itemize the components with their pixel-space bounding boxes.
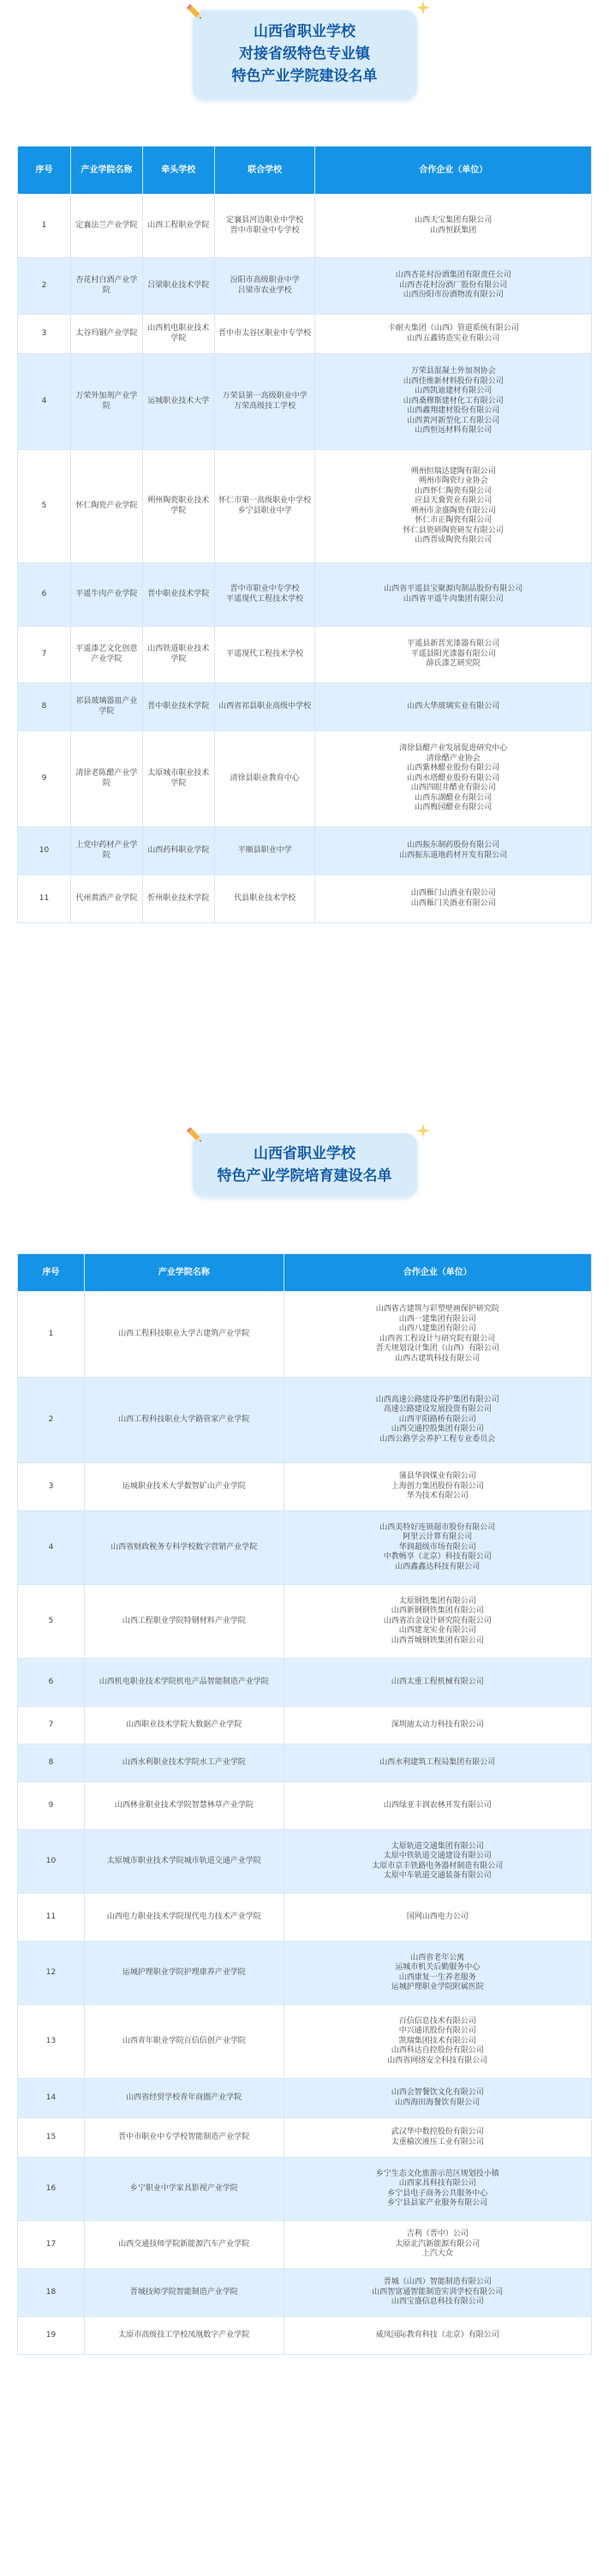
section1-title [193, 10, 417, 99]
table-row [18, 827, 592, 875]
partner-list-line: 乡宁县电子商务公共服务中心 [387, 2189, 488, 2198]
joint-school-line: 怀仁市第一高级职业中学校 [218, 496, 312, 505]
table-row [18, 354, 592, 450]
partner-list-line: 山西家具科技有限公司 [398, 2179, 476, 2188]
joint-school-line: 平顺县职业中学 [237, 845, 292, 855]
partner-list-line: 山西宝盛信息科技有限公司 [391, 2297, 484, 2307]
college-name: 山西工程科技职业大学路管家产业学院 [84, 1378, 284, 1463]
college-name: 山西林业职业技术学院智慧林草产业学院 [84, 1782, 284, 1830]
partner-list [315, 731, 592, 827]
college-name: 定襄法兰产业学院 [70, 195, 142, 258]
partner-list-line: 山西梅园醋业有限公司 [415, 803, 493, 813]
partner-list [284, 2118, 591, 2158]
table-row [18, 2118, 592, 2158]
section1-title-line-2: 对接省级特色专业镇 [239, 45, 370, 63]
row-number: 11 [18, 875, 71, 923]
partner-list-line: 晋天规划设计集团（山西）有限公司 [375, 1344, 499, 1353]
row-number: 10 [18, 827, 71, 875]
college-name: 太原城市职业技术学院城市轨道交通产业学院 [84, 1830, 284, 1894]
partner-list-line: 山西桑穆斯建材化工有限公司 [403, 396, 504, 405]
row-number: 2 [18, 258, 71, 315]
college-name: 太谷玛钢产业学院 [70, 315, 142, 354]
partner-list [284, 1942, 591, 2005]
partner-list-line: 威凤国际教育科技（北京）有限公司 [375, 2330, 499, 2339]
partner-list-line: 上海创力集团股份有限公司 [391, 1481, 484, 1491]
partner-list-line: 太原中车轨道交通装备有限公司 [383, 1871, 492, 1880]
row-number: 3 [18, 315, 71, 354]
college-name: 山西机电职业技术学院机电产品智能制造产业学院 [84, 1659, 284, 1707]
sparkle-icon [415, 0, 431, 15]
header-college: 产业学院名称 [70, 147, 142, 195]
college-name: 怀仁陶瓷产业学院 [70, 450, 142, 563]
partner-list-line: 蒲县华润煤业有限公司 [398, 1472, 476, 1481]
table-row [18, 683, 592, 731]
row-number: 8 [18, 1744, 85, 1782]
partner-list-line: 平遥县阳光漆器有限公司 [410, 649, 496, 658]
row-number: 7 [18, 1707, 85, 1744]
partner-list-line: 凯瑞集团技术有限公司 [398, 2036, 476, 2045]
table-row [18, 1659, 592, 1707]
section2-header-row [18, 1254, 592, 1292]
table-row [18, 1782, 592, 1830]
row-number: 2 [18, 1378, 85, 1463]
partner-list-line: 山西晋城钢铁集团有限公司 [391, 1636, 484, 1645]
partner-list-line: 山西怀仁陶瓷有限公司 [415, 486, 493, 495]
partner-list [284, 1744, 591, 1782]
lead-school: 运城职业技术大学 [142, 354, 214, 450]
table-row [18, 2269, 592, 2317]
table-row [18, 1585, 592, 1659]
partner-list-line: 太原轨道交通集团有限公司 [391, 1841, 484, 1851]
partner-list-line: 深圳迪太动力科技有限公司 [391, 1720, 484, 1729]
joint-school-line: 平遥现代工程技术学校 [226, 649, 304, 658]
joint-school [214, 354, 315, 450]
partner-list-line: 中兴通讯股份有限公司 [398, 2027, 476, 2036]
joint-school [214, 683, 315, 731]
partner-list-line: 太原北汽新能源有限公司 [395, 2239, 481, 2249]
lead-school: 忻州职业技术学院 [142, 875, 214, 923]
table-row [18, 195, 592, 258]
section2-table-body [18, 1292, 592, 2355]
partner-list-line: 应县天冀瓷业有限公司 [415, 496, 493, 505]
partner-list-line: 太原中铁轨道交通建设有限公司 [383, 1852, 492, 1860]
partner-list [284, 1585, 591, 1659]
partner-list-line: 山西省老年公寓 [410, 1953, 465, 1962]
joint-school-line: 山西省祁县职业高级中学校 [218, 701, 312, 711]
partner-list-line: 山西汾阳市汾酒物流有限公司 [403, 291, 504, 300]
partner-list-line: 山西省平遥县宝聚源肉制品股份有限公司 [384, 585, 523, 593]
section2-title-line-1: 山西省职业学校 [254, 1145, 355, 1162]
table-row [18, 731, 592, 827]
partner-list-line: 华为技术有限公司 [406, 1492, 469, 1501]
row-number: 4 [18, 1511, 85, 1585]
partner-list [315, 875, 592, 923]
table-row [18, 1463, 592, 1511]
partner-list-line: 清徐县醋产业发展促进研究中心 [399, 744, 508, 754]
row-number: 7 [18, 627, 71, 683]
college-name: 清徐老陈醋产业学院 [70, 731, 142, 827]
partner-list-line: 高速公路建设发展投资有限公司 [383, 1405, 492, 1414]
row-number: 18 [18, 2269, 85, 2317]
partner-list-line: 山西智富通智能制造实训学校有限公司 [372, 2287, 504, 2297]
partner-list-line: 山西雁门关酒业有限公司 [410, 898, 496, 908]
partner-list [284, 1378, 591, 1463]
table-row [18, 1292, 592, 1378]
partner-list-line: 山西雁门山酒业有限公司 [410, 889, 496, 898]
section1-title-block [0, 10, 609, 99]
partner-list-line: 山西交通控股集团有限公司 [391, 1425, 484, 1434]
partner-list-line: 中教畅享（北京）科技有限公司 [383, 1552, 492, 1562]
partner-list [284, 1830, 591, 1894]
college-name: 山西水利职业技术学院水工产业学院 [84, 1744, 284, 1782]
partner-list-line: 山西水利建筑工程局集团有限公司 [379, 1757, 496, 1767]
section1-table-body [18, 195, 592, 923]
partner-list-line: 上汽大众 [421, 2249, 453, 2259]
partner-list [315, 827, 592, 875]
row-number: 8 [18, 683, 71, 731]
partner-list [284, 1782, 591, 1830]
partner-list-line: 山西建龙实业有限公司 [398, 1626, 476, 1636]
joint-school-line: 定襄县河边职业中学校 [226, 216, 304, 225]
partner-list [315, 258, 592, 315]
partner-list-line: 山西恒跃集团 [430, 225, 477, 235]
college-name: 平遥漆艺文化创意产业学院 [70, 627, 142, 683]
partner-list-line: 山西恒远材料有限公司 [415, 426, 493, 435]
college-name: 杏花村白酒产业学院 [70, 258, 142, 315]
partner-list-line: 太原钢铁集团有限公司 [398, 1596, 476, 1606]
table-row [18, 315, 592, 354]
partner-list-line: 山西杏花村汾酒厂股份有限公司 [399, 280, 508, 290]
joint-school [214, 450, 315, 563]
table-row [18, 627, 592, 683]
partner-list [284, 1707, 591, 1744]
joint-school-line: 平遥现代工程技术学校 [226, 594, 304, 603]
partner-list-line: 山西晋成陶瓷有限公司 [415, 536, 493, 544]
header-partner: 合作企业（单位） [315, 147, 592, 195]
partner-list-line: 山西会智餐饮文化有限公司 [391, 2088, 484, 2097]
partner-list [315, 683, 592, 731]
row-number: 6 [18, 1659, 85, 1707]
joint-school [214, 627, 315, 683]
partner-list-line: 乡宁生态文化旅游示范区规划投小镇 [375, 2169, 499, 2178]
partner-list-line: 国网山西电力公司 [406, 1912, 469, 1921]
partner-list-line: 山西省冶金设计研究院有限公司 [383, 1616, 492, 1625]
partner-list [284, 1292, 591, 1378]
partner-list-line: 山西振东道地药材开发有限公司 [399, 850, 508, 860]
partner-list-line: 乡宁县县家产业服务有限公司 [387, 2199, 488, 2207]
partner-list-line: 晋城（山西）智能制造有限公司 [383, 2278, 492, 2287]
college-name: 平遥牛肉产业学院 [70, 563, 142, 627]
partner-list-line: 山西美特好连锁超市股份有限公司 [379, 1522, 496, 1532]
partner-list-line: 山西省古建筑与彩塑壁画保护研究院 [375, 1305, 499, 1313]
row-number: 5 [18, 1585, 85, 1659]
row-number: 14 [18, 2079, 85, 2118]
row-number: 12 [18, 1942, 85, 2005]
row-number: 1 [18, 1292, 85, 1378]
partner-list-line: 山西五鑫铸造实业有限公司 [407, 333, 500, 343]
joint-school [214, 195, 315, 258]
college-name: 山西省财政税务专科学校数字营销产业学院 [84, 1511, 284, 1585]
partner-list-line: 万荣县混凝土外加剂协会 [410, 367, 496, 376]
partner-list-line: 山西省平遥牛肉集团有限公司 [403, 594, 504, 603]
partner-list-line: 朔州市金盛陶瓷有限公司 [410, 506, 496, 515]
section1-table [17, 146, 592, 923]
partner-list-line: 山西凯迪建材有限公司 [415, 387, 493, 396]
college-name: 运城护理职业学院护理康养产业学院 [84, 1942, 284, 2005]
section1-header-row [18, 147, 592, 195]
row-number: 5 [18, 450, 71, 563]
partner-list [284, 1511, 591, 1585]
sparkle-icon [415, 1123, 431, 1138]
partner-list-line: 山西高速公路建设养护集团有限公司 [375, 1395, 499, 1404]
joint-school-line: 代县职业技术学校 [234, 893, 296, 903]
row-number: 4 [18, 354, 71, 450]
partner-list-line: 怀仁市正陶瓷有限公司 [415, 516, 493, 525]
joint-school-line: 晋中市太谷区职业中专学校 [218, 328, 312, 338]
college-name: 山西职业技术学院大数据产业学院 [84, 1707, 284, 1744]
table-row [18, 1830, 592, 1894]
table-row [18, 1744, 592, 1782]
joint-school [214, 731, 315, 827]
partner-list-line: 山西鑫鑫达科技有限公司 [395, 1562, 481, 1571]
row-number: 17 [18, 2221, 85, 2269]
joint-school [214, 258, 315, 315]
lead-school: 晋中职业技术学院 [142, 563, 214, 627]
table-row [18, 875, 592, 923]
partner-list-line: 山西古建筑科技有限公司 [395, 1354, 481, 1363]
table-row [18, 1894, 592, 1942]
partner-list-line: 怀仁县瓷研陶瓷研发有限公司 [403, 525, 504, 535]
row-number: 10 [18, 1830, 85, 1894]
pencil-icon [184, 1125, 205, 1145]
partner-list [284, 2158, 591, 2221]
partner-list-line: 山西鑫翔建材股份有限公司 [407, 406, 500, 416]
header-joint-school: 联合学校 [214, 147, 315, 195]
partner-list-line: 山西佳维新材料股份有限公司 [403, 376, 504, 386]
partner-list [315, 450, 592, 563]
lead-school: 晋中职业技术学院 [142, 683, 214, 731]
partner-list-line: 华润超级市场有限公司 [398, 1542, 476, 1552]
partner-list-line: 阿里云计算有限公司 [403, 1533, 473, 1542]
partner-list-line: 山西公路学会养护工程专业委员会 [379, 1434, 496, 1444]
lead-school: 太原城市职业技术学院 [142, 731, 214, 827]
college-name: 山西青年职业学院百信信创产业学院 [84, 2005, 284, 2079]
row-number: 19 [18, 2317, 85, 2355]
lead-school: 山西工程职业学院 [142, 195, 214, 258]
partner-list-line: 朔州市陶瓷行业协会 [418, 477, 488, 485]
row-number: 15 [18, 2118, 85, 2158]
joint-school [214, 563, 315, 627]
header-no: 序号 [18, 1254, 85, 1292]
section1-title-line-1: 山西省职业学校 [254, 23, 355, 40]
partner-list-line: 山西绿亚丰润农林开发有限公司 [383, 1800, 492, 1810]
partner-list-line: 清徐醋产业协会 [426, 754, 481, 763]
joint-school-line: 清徐县职业教育中心 [230, 773, 300, 783]
section1-title-line-3: 特色产业学院建设名单 [231, 68, 378, 85]
section2-table [17, 1253, 592, 2355]
college-name: 山西工程科技职业大学古建筑产业学院 [84, 1292, 284, 1378]
joint-school-line: 汾阳市高级职业中学 [230, 276, 300, 285]
partner-list [284, 1894, 591, 1942]
partner-list-line: 山西四眼井醋业有限公司 [410, 784, 496, 793]
joint-school [214, 875, 315, 923]
partner-list-line: 山西杏花村汾酒集团有限责任公司 [395, 271, 511, 280]
partner-list [315, 354, 592, 450]
lead-school: 山西机电职业技术学院 [142, 315, 214, 354]
header-partner: 合作企业（单位） [284, 1254, 591, 1292]
lead-school: 山西铁道职业技术学院 [142, 627, 214, 683]
header-no: 序号 [18, 147, 71, 195]
joint-school-line: 晋中市职业中专学校 [230, 225, 300, 235]
table-row [18, 2079, 592, 2118]
partner-list [315, 627, 592, 683]
lead-school: 朔州陶瓷职业技术学院 [142, 450, 214, 563]
row-number: 16 [18, 2158, 85, 2221]
row-number: 9 [18, 731, 71, 827]
partner-list [284, 2317, 591, 2355]
partner-list [284, 1463, 591, 1511]
partner-list-line: 山西天宝集团有限公司 [415, 216, 493, 225]
partner-list-line: 运城市机关后勤服务中心 [395, 1963, 481, 1972]
college-name: 山西工程职业学院特钢材料产业学院 [84, 1585, 284, 1659]
partner-list-line: 山西水塔醋业股份有限公司 [407, 773, 500, 783]
joint-school-line: 晋中市职业中专学校 [230, 585, 300, 593]
section2-title-block [0, 1133, 609, 1197]
section2-title-line-2: 特色产业学院培育建设名单 [217, 1168, 392, 1185]
joint-school [214, 827, 315, 875]
table-row [18, 2158, 592, 2221]
partner-list-line: 山西一建集团有限公司 [398, 1314, 476, 1324]
college-name: 太原市高级技工学校凤凰数字产业学院 [84, 2317, 284, 2355]
college-name: 山西省经贸学校青年商圈产业学院 [84, 2079, 284, 2118]
partner-list-line: 山西振东制药股份有限公司 [407, 841, 500, 850]
partner-list [284, 2269, 591, 2317]
partner-list-line: 山西新钢钢铁集团有限公司 [391, 1606, 484, 1616]
row-number: 1 [18, 195, 71, 258]
partner-list-line: 山西大华玻璃实业有限公司 [407, 701, 500, 711]
partner-list-line: 卡耐夫集团（山西）管道系统有限公司 [387, 324, 519, 333]
partner-list-line: 山西太重工程机械有限公司 [391, 1677, 484, 1686]
joint-school-line: 吕梁市农业学校 [237, 285, 292, 295]
header-lead-school: 牵头学校 [142, 147, 214, 195]
partner-list-line: 山西八建集团有限公司 [398, 1324, 476, 1333]
lead-school: 吕梁职业技术学院 [142, 258, 214, 315]
partner-list-line: 山西紫林醋业股份有限公司 [407, 764, 500, 773]
partner-list-line: 武汉华中数控股份有限公司 [391, 2128, 484, 2136]
partner-list-line: 运城护理职业学院附属医院 [391, 1983, 484, 1991]
row-number: 9 [18, 1782, 85, 1830]
table-row [18, 258, 592, 315]
table-row [18, 2317, 592, 2355]
partner-list-line: 朔州恒瑞达建陶有限公司 [410, 466, 496, 476]
partner-list [284, 1659, 591, 1707]
college-name: 晋城技师学院智能制造产业学院 [84, 2269, 284, 2317]
header-college: 产业学院名称 [84, 1254, 284, 1292]
joint-school-line: 乡宁县职业中学 [237, 506, 292, 515]
joint-school [214, 315, 315, 354]
partner-list-line: 太原市京丰铁路电务器材制造有限公司 [372, 1861, 504, 1870]
table-row [18, 2005, 592, 2079]
row-number: 11 [18, 1894, 85, 1942]
table-row [18, 1511, 592, 1585]
partner-list-line: 山西省工程设计与研究院有限公司 [379, 1334, 496, 1343]
college-name: 万荣外加剂产业学院 [70, 354, 142, 450]
table-row [18, 1707, 592, 1744]
partner-list-line: 太重榆次液压工业有限公司 [391, 2137, 484, 2147]
partner-list [284, 2221, 591, 2269]
joint-school-line: 万荣高级技工学校 [234, 401, 296, 411]
row-number: 3 [18, 1463, 85, 1511]
partner-list-line: 山西省网络安全科技有限公司 [387, 2056, 488, 2065]
partner-list-line: 山西科达自控股份有限公司 [391, 2046, 484, 2056]
partner-list-line: 山西平阳路桥有限公司 [398, 1414, 476, 1424]
college-name: 代州黄酒产业学院 [70, 875, 142, 923]
college-name: 上党中药材产业学院 [70, 827, 142, 875]
college-name: 山西电力职业技术学院现代电力技术产业学院 [84, 1894, 284, 1942]
college-name: 运城职业技术大学数智矿山产业学院 [84, 1463, 284, 1511]
partner-list [315, 315, 592, 354]
partner-list-line: 薛氏漆艺研究院 [426, 659, 481, 669]
partner-list-line: 山西康复一生养老服务 [398, 1973, 476, 1982]
college-name: 乡宁职业中学家具影视产业学院 [84, 2158, 284, 2221]
table-row [18, 1378, 592, 1463]
college-name: 晋中市职业中专学校智能制造产业学院 [84, 2118, 284, 2158]
table-row [18, 563, 592, 627]
college-name: 山西交通技师学院新能源汽车产业学院 [84, 2221, 284, 2269]
row-number: 6 [18, 563, 71, 627]
partner-list [284, 2005, 591, 2079]
table-row [18, 450, 592, 563]
table-row [18, 1942, 592, 2005]
partner-list-line: 山西东湖醋业有限公司 [415, 793, 493, 802]
section2-title [193, 1133, 417, 1197]
partner-list-line: 百信信息技术有限公司 [398, 2016, 476, 2026]
partner-list-line: 山西黄河新型化工有限公司 [407, 416, 500, 425]
partner-list [315, 195, 592, 258]
partner-list [284, 2079, 591, 2118]
partner-list [315, 563, 592, 627]
partner-list-line: 平遥县新晋光漆器有限公司 [407, 639, 500, 649]
partner-list-line: 吉利（晋中）公司 [406, 2230, 469, 2239]
table-row [18, 2221, 592, 2269]
college-name: 祁县玻璃器皿产业学院 [70, 683, 142, 731]
lead-school: 山西药科职业学院 [142, 827, 214, 875]
row-number: 13 [18, 2005, 85, 2079]
partner-list-line: 山西海田海餐饮有限公司 [395, 2098, 481, 2107]
pencil-icon [184, 2, 205, 22]
joint-school-line: 万荣县第一高级职业中学 [222, 392, 307, 400]
